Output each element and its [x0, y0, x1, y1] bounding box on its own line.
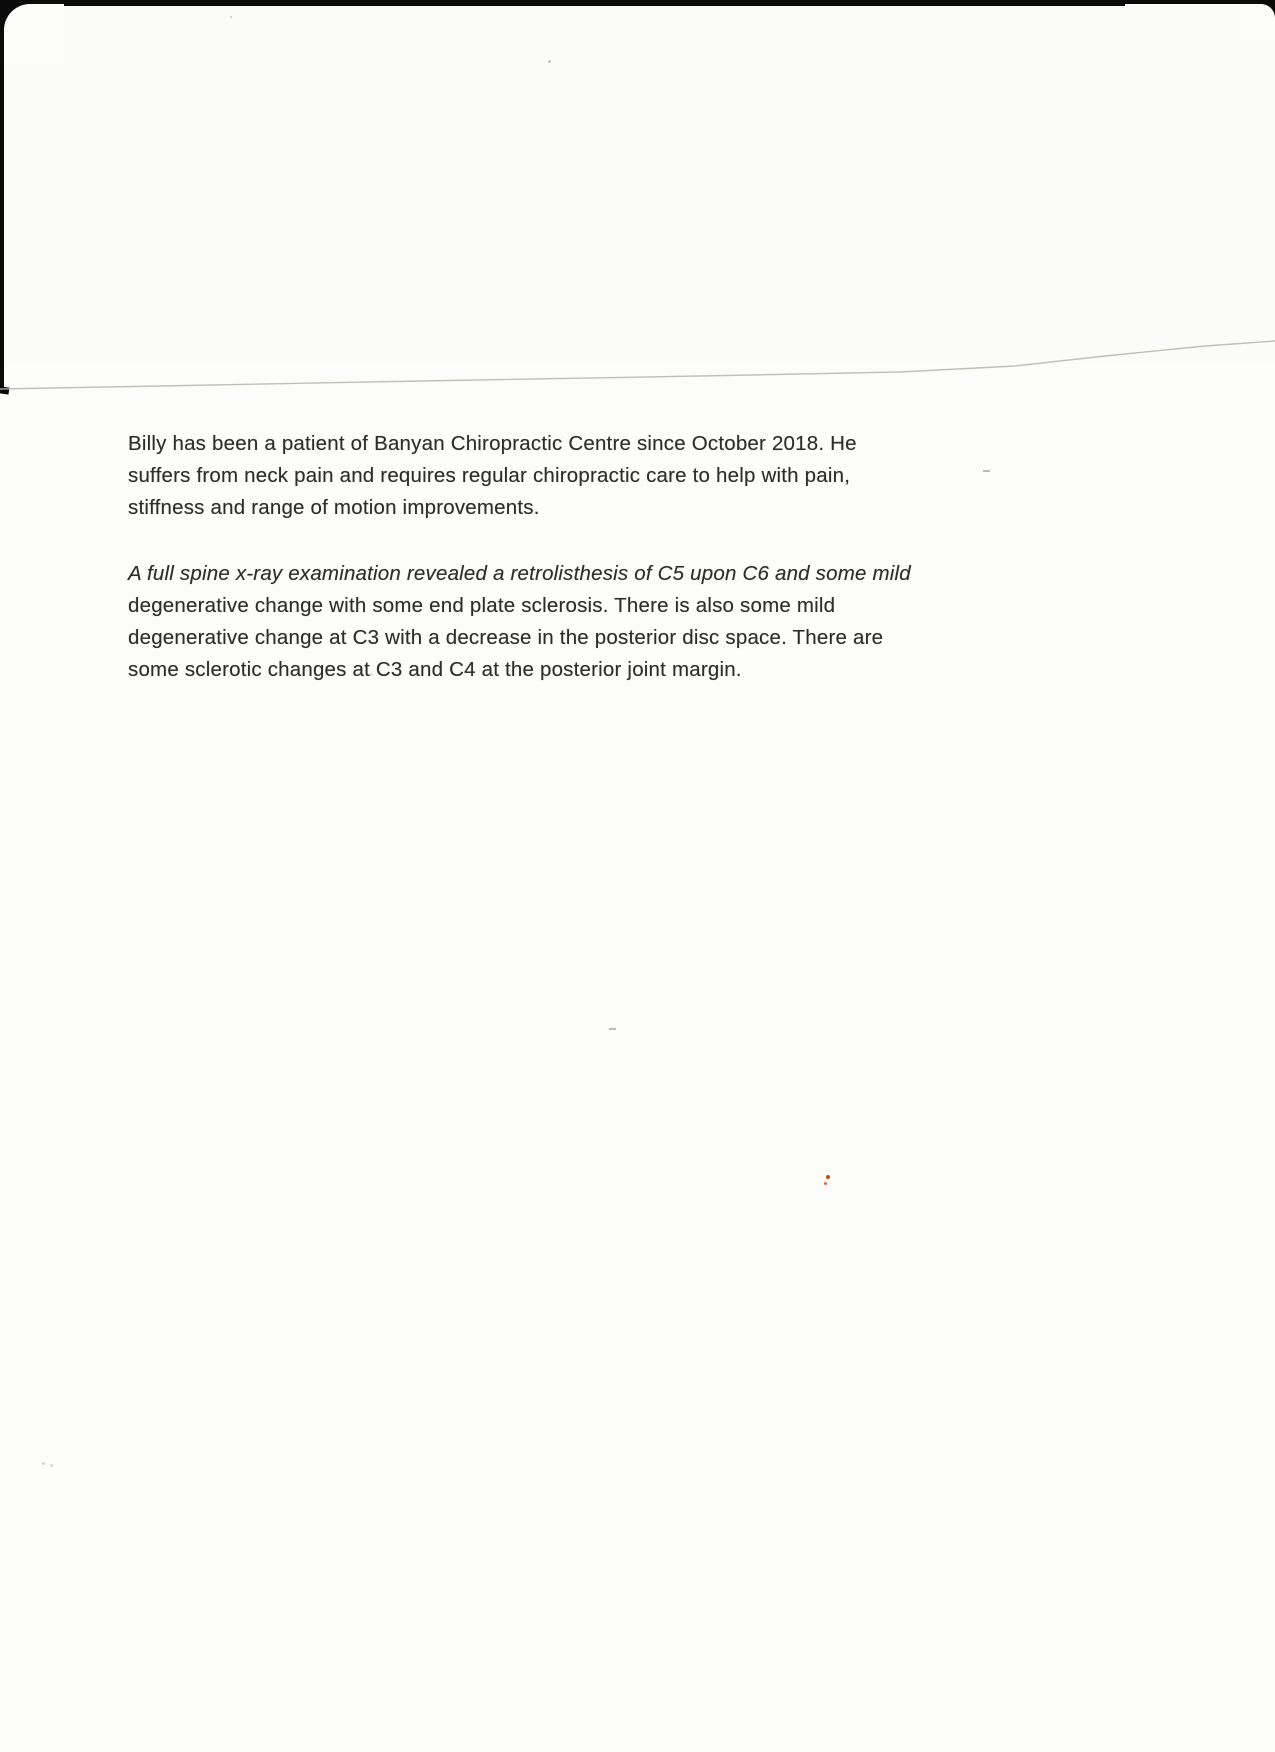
text-line: degenerative change with some end plate sclerosis. There is also some mild [128, 594, 836, 617]
paragraph-xray-findings [128, 558, 911, 686]
text-line: some sclerotic changes at C3 and C4 at the posterior joint margin. [128, 658, 742, 681]
text-line: suffers from neck pain and requires regular chiropractic care to help with pain, [128, 464, 851, 487]
text-line: stiffness and range of motion improvements. [128, 496, 540, 519]
scan-speck [50, 1464, 53, 1467]
text-line: Billy has been a patient of Banyan Chiropractic Centre since October 2018. He [128, 432, 857, 455]
scan-speck [609, 1028, 616, 1030]
ink-speck [826, 1175, 830, 1179]
paragraph-patient-history [128, 428, 857, 524]
text-line: degenerative change at C3 with a decrease in the posterior disc space. There are [128, 626, 884, 649]
page-overlap-crease [0, 0, 1275, 420]
ink-speck [824, 1182, 827, 1185]
scan-speck [230, 16, 232, 18]
scan-speck [370, 673, 373, 676]
text-line: A full spine x-ray examination revealed a retrolisthesis of C5 upon C6 and some mild [128, 562, 911, 585]
scan-speck [42, 1462, 45, 1465]
scan-speck [983, 470, 990, 472]
scan-speck [548, 60, 551, 63]
